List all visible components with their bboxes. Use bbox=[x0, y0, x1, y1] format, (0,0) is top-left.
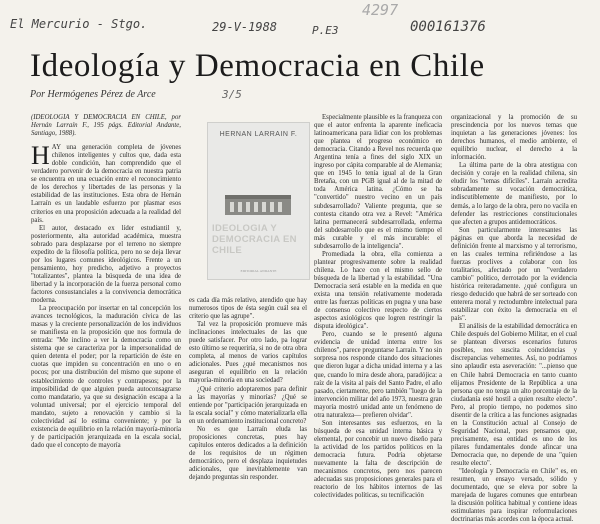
paragraph: Especialmente plausible es la franqueza con que el autor enfrenta la aparente ineficacia latinoamericana para lidiar con los problemas que plantea el progreso económico en democracia. Citando a Revel nos recuerda que Argentina tenía a fines del siglo XIX un ingreso por cápita comparable al de Alemania; que en 1945 lo tenía igual al de la Gran Bretaña, con un PGB igual al de la mitad de toda América latina. ¿Cómo se ha "convertido" nuestro vecino en un país subdesarrollado? Valiente pregunta, que se contesta citando otra vez a Revel: "América latina permanecerá subdesarrollada, enferma del subdesarrollo que es el mismo tiempo el más curable y el más incurable: el subdesarrollo de la inteligencia". bbox=[314, 114, 442, 250]
paragraph: El autor, destacado ex líder estudiantil y, posteriormente, alta autoridad académica, muestra sobrado para desplazarse por el terreno no siempre expedito de la filosofía política, pero no se deja llevar por los lugares comunes ideológicos. Frente a un pensamiento, hoy predicho, adjetivo a proyectos "totalizantes", plantea la búsqueda de una idea de libertad y la incorporación de la fuerza personal como factores consustanciales a la convivencia democrática moderna. bbox=[31, 224, 181, 305]
paragraph: La última parte de la obra atestigua con decisión y coraje en la realidad chilena, sin eludir los "temas difíciles". Larraín acredita sobradamente su vocación democrática, indiscutiblemente de manifiesto, por lo demás, a lo largo de la obra, pero no vacila en defender las restricciones constitucionales que afecten a grupos antidemocráticos. bbox=[451, 162, 577, 226]
paragraph: Son particularmente interesantes las páginas en que aborda la necesidad de definición frente al marxismo y al terrorismo, en las cuales termina refiriéndose a las fuerzas proclives a colaborar con los totalitarios, afectado por un "verdadero cambio" político, derrotado por la evidencia histórica reiteradamente. ¿qué configura un riesgo deducido que habrá de ser sorteado con enterera moral y rectodumbre intelectual para estabilizar con éxito la democracia en el país". bbox=[451, 226, 577, 323]
book-cover-publisher: EDITORIAL ANDANTE bbox=[240, 269, 277, 273]
paragraph-text: AY una generación completa de jóvenes chilenos inteligentes y cultos que, dada esta doble condición, han comprendido que el verdadero porvenir de la democracia en nuestra patria se encuentra en una ecuación entre el reconocimiento de los derechos y libertades de las personas y la estabilidad de las instituciones. Esta obra de Hernán Larraín es un laudable esfuerzo por plasmar esos criterios en una proposición adecuada a la realidad del país. bbox=[31, 144, 181, 224]
book-cover-image bbox=[207, 122, 310, 280]
article-byline: Por Hermógenes Pérez de Arce bbox=[30, 89, 156, 100]
paragraph: Son interesantes sus esfuerzos, en la búsqueda de esa unidad interna básica y elemental, por concebir un nuevo diseño para la actividad de los partidos políticos en la democracia futura. Podría objetarse nuevamente la falta de descripción de mecanismos concretos, pero nos parecen adecuadas sus proposiciones generales para el reactorio de los hábitos internos de las colectividades políticas, su tecnificación bbox=[314, 419, 442, 500]
archive-stamp: 4297 bbox=[362, 1, 399, 19]
article-column-2 bbox=[189, 297, 307, 490]
article-column-3 bbox=[314, 114, 442, 500]
paragraph: Promediada la obra, ella comienza a plantear progresivamente sobre la realidad chilena. Lo hace con el mismo sello de búsqueda de la libertad y la estabilidad. "Una Democracia será estable en la medida en que exista una tensión relativamente moderada entre las fuerzas políticas en pugna y una base de consenso colectivo respecto de ciertos aspectos axiológicos que logren restringir la disputa ideológica". bbox=[314, 250, 442, 331]
paragraph: ¿Qué criterio adoptaremos para definir a las mayorías y minorías? ¿Qué se entiende por "participación jerarquizada en la escala social" y cómo materializarla ella en un ordenamiento institucional concreto? bbox=[189, 385, 307, 425]
handwritten-page: P.E3 bbox=[312, 24, 339, 37]
paragraph bbox=[31, 141, 181, 224]
article-column-4 bbox=[451, 114, 577, 524]
article-column-1 bbox=[31, 114, 181, 490]
handwritten-date: 29-V-1988 bbox=[212, 20, 278, 34]
paragraph: Pero, cuando se le presentó alguna evidencia de unidad interna entre los chilenos", parece preguntarse Larraín. Y no sin sorpresa nos responde citando dos situaciones que dieron lugar a dicha unidad interna y a las que, cuando lo mira desde ahora, paradójica: a raíz de la visita al país del Santo Padre, el año pasado, ciertamente, pero también "luego de la intervención militar del año 1973, nuestra gran mayoría mostró unidad ante un fenómeno de otra naturaleza— prefieren olvidar". bbox=[314, 331, 442, 419]
paragraph: Tal vez la proposición promueve más inclinaciones intelectuales de las que puede satisfacer. Por otro lado, pa lograr esto último se requeriría, si no de otra obra completa, al menos de varios capítulos adicionales. Pues ¿qué mecanismos nos aseguran el equilibrio en la relación mayoría-minoría en una sociedad? bbox=[189, 321, 307, 385]
book-cover-title: IDEOLOGIA Y DEMOCRACIA EN CHILE bbox=[212, 223, 297, 256]
paragraph: La preocupación por insertar en tal concepción los avances tecnológicos, la maduración cívica de las masas y la creciente personalización de los individuos se manifiesta en la proposición que nos formula de entrada: "Me inclino a ver la democracia como un sistema que se caracteriza por la impersonalidad de quien detenta el poder; por la repartición de éste en cuotas que impiden su concentración en uno o en pocos; por una distribución del mismo que supone el establecimiento de controles y contrapesos; por la imposibilidad de que alguien pueda autoconsagrarse como mandatario, ya que su designación escapa a la voluntad universal; por el ejercicio temporal del mandato, sujeto a renovación y cambio si la colectividad así lo estima conveniente; y por la existencia de equilibrio en la relación mayoría-minoría y de participación jerarquizada en la escala social, dado que el concepto de mayoría bbox=[31, 305, 181, 449]
paragraph: El análisis de la estabilidad democrática en Chile después del Gobierno Militar, en el cual se plantean diversos escenarios futuros posibles, nos suscita coincidencias y discrepancias vehementes. Así, no podríamos sino aplaudir esta aseveración: "...pienso que en Chile habrá Democracia en tanto cuanto elijamos Presidente de la República a una persona que no tenga un alto porcentaje de la ciudadanía esté hostil a quien resulte electo". Pero, al propio tiempo, no podemos sino disentir de la crítica a las funciones asignadas en la Constitución actual al Consejo de Seguridad Nacional, pues pensamos que, precisamente, esa entidad es uno de los pilares fundamentales donde afincar una Democracia que, no depende de una "quien resulte electo". bbox=[451, 323, 577, 468]
handwritten-source: El Mercurio - Stgo. bbox=[10, 17, 148, 31]
building-illustration-icon bbox=[225, 195, 291, 215]
drop-cap: H bbox=[31, 141, 50, 171]
byline-mark: 3/5 bbox=[222, 88, 242, 101]
book-cover-author: HERNAN LARRAIN F. bbox=[219, 131, 298, 138]
paragraph: organizacional y la promoción de su prescindencia por los nuevos temas que inquietan a las generaciones jóvenes: los derechos humanos, el medio ambiente, el equilibrio nuclear, el derecho a la información. bbox=[451, 114, 577, 162]
paragraph: No es que Larraín eluda las proposiciones concretas, pues hay capítulos enteros dedicados a la definición de los requisitos de un régimen democrático, pero el desplaza inquietudes adicionales, que inevitablemente van dejando preguntas sin responder. bbox=[189, 425, 307, 482]
book-info: (IDEOLOGIA Y DEMOCRACIA EN CHILE, por Hernán Larraín F., 195 págs. Editorial Andante, Santiago, 1988). bbox=[31, 114, 181, 138]
record-number: 000161376 bbox=[410, 19, 486, 35]
paragraph: es cada día más relativo, atendido que hay numerosos tipos de ésta según cuál sea el criterio que las agrupe". bbox=[189, 297, 307, 321]
article-headline: Ideología y Democracia en Chile bbox=[30, 48, 485, 84]
paragraph: "Ideología y Democracia en Chile" es, en resumen, un ensayo versado, sólido y documentado, que se eleva por sobre la marejada de lugares comunes que enturbean la discusión política habitual y contiene ideas estimulantes para inspirar reformulaciones doctrinarias más acordes con la época actual. bbox=[451, 468, 577, 524]
